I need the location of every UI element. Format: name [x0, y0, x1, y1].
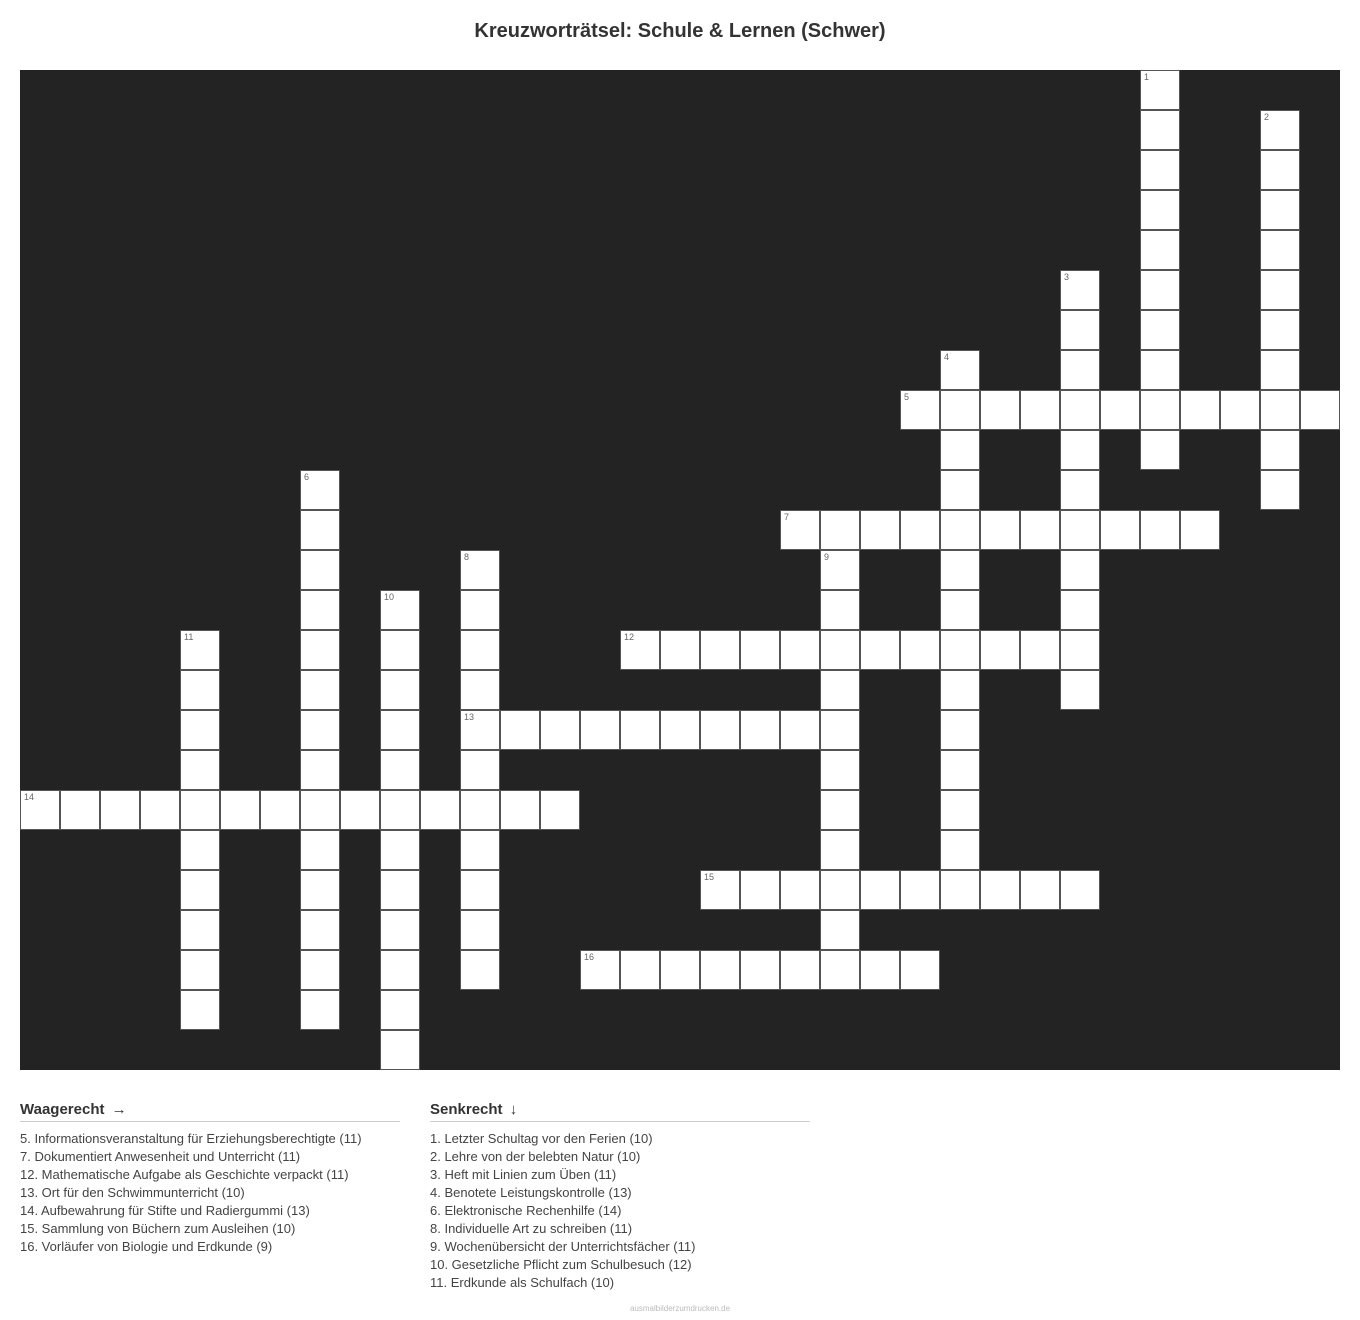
grid-cell[interactable]: [300, 950, 340, 990]
grid-cell[interactable]: [180, 950, 220, 990]
grid-cell[interactable]: [380, 950, 420, 990]
grid-cell[interactable]: [900, 630, 940, 670]
grid-cell[interactable]: [820, 670, 860, 710]
clue-number: 13: [464, 712, 475, 722]
grid-cell[interactable]: [1140, 390, 1180, 430]
grid-cell[interactable]: [660, 950, 700, 990]
grid-cell[interactable]: [460, 750, 500, 790]
grid-cell[interactable]: [1260, 350, 1300, 390]
grid-cell[interactable]: [1180, 510, 1220, 550]
clue-number: 7: [784, 512, 790, 522]
grid-cell[interactable]: [820, 910, 860, 950]
page-title: Kreuzworträtsel: Schule & Lernen (Schwer): [474, 20, 886, 42]
grid-cell[interactable]: [300, 710, 340, 750]
grid-cell[interactable]: [1060, 510, 1100, 550]
grid-cell[interactable]: [1060, 350, 1100, 390]
grid-cell[interactable]: [1140, 190, 1180, 230]
grid-cell[interactable]: [1060, 630, 1100, 670]
grid-cell[interactable]: [1100, 510, 1140, 550]
grid-cell[interactable]: [460, 710, 500, 750]
grid-cell[interactable]: [460, 830, 500, 870]
grid-cell[interactable]: [820, 750, 860, 790]
grid-cell[interactable]: [740, 870, 780, 910]
grid-cell[interactable]: [700, 870, 740, 910]
grid-cell[interactable]: [900, 390, 940, 430]
across-clue: 12. Mathematische Aufgabe als Geschichte verpackt (11): [20, 1167, 349, 1182]
grid-cell[interactable]: [460, 950, 500, 990]
grid-cell[interactable]: [180, 630, 220, 670]
grid-cell[interactable]: [380, 790, 420, 830]
grid-cell[interactable]: [620, 950, 660, 990]
grid-cell[interactable]: [380, 830, 420, 870]
down-clue: 3. Heft mit Linien zum Üben (11): [430, 1167, 617, 1182]
footer-credit: ausmalbilderzumdrucken.de: [629, 1304, 731, 1313]
grid-cell[interactable]: [180, 670, 220, 710]
down-clue: 2. Lehre von der belebten Natur (10): [430, 1149, 641, 1164]
across-heading-label: Waagerecht: [20, 1101, 105, 1118]
grid-cell[interactable]: [300, 750, 340, 790]
clue-number: 10: [384, 592, 395, 602]
grid-cell[interactable]: [500, 790, 540, 830]
grid-cell[interactable]: [380, 670, 420, 710]
grid-cell[interactable]: [300, 910, 340, 950]
grid-cell[interactable]: [940, 550, 980, 590]
grid-cell[interactable]: [1060, 470, 1100, 510]
grid-cell[interactable]: [820, 790, 860, 830]
down-clue: 6. Elektronische Rechenhilfe (14): [430, 1203, 622, 1218]
grid-cell[interactable]: [1140, 270, 1180, 310]
grid-cell[interactable]: [620, 710, 660, 750]
clue-number: 5: [904, 392, 910, 402]
grid-cell[interactable]: [300, 670, 340, 710]
grid-cell[interactable]: [460, 870, 500, 910]
grid-cell[interactable]: [340, 790, 380, 830]
grid-cell[interactable]: [780, 870, 820, 910]
grid-cell[interactable]: [180, 870, 220, 910]
grid-cell[interactable]: [1060, 670, 1100, 710]
grid-cell[interactable]: [300, 590, 340, 630]
grid-cell[interactable]: [1260, 390, 1300, 430]
grid-cell[interactable]: [980, 870, 1020, 910]
grid-cell[interactable]: [180, 790, 220, 830]
down-heading: [430, 1101, 810, 1122]
grid-cell[interactable]: [740, 630, 780, 670]
grid-cell[interactable]: [820, 870, 860, 910]
grid-cell[interactable]: [380, 870, 420, 910]
down-heading-label: Senkrecht: [430, 1101, 503, 1118]
grid-cell[interactable]: [820, 550, 860, 590]
grid-cell[interactable]: [940, 350, 980, 390]
grid-cell[interactable]: [1260, 190, 1300, 230]
across-clue: 7. Dokumentiert Anwesenheit und Unterricht (11): [20, 1149, 301, 1164]
down-clue-list: [430, 1130, 810, 1292]
grid-cell[interactable]: [740, 950, 780, 990]
grid-cell[interactable]: [380, 1030, 420, 1070]
grid-cell[interactable]: [780, 630, 820, 670]
grid-cell[interactable]: [860, 630, 900, 670]
grid-cell[interactable]: [1140, 70, 1180, 110]
grid-cell[interactable]: [500, 710, 540, 750]
grid-cell[interactable]: [300, 990, 340, 1030]
grid-cell[interactable]: [580, 950, 620, 990]
crossword-grid: [20, 70, 1340, 1070]
grid-cell[interactable]: [1020, 510, 1060, 550]
grid-cell[interactable]: [380, 750, 420, 790]
grid-cell[interactable]: [1140, 150, 1180, 190]
down-clue: 9. Wochenübersicht der Unterrichtsfächer (11): [430, 1239, 696, 1254]
clue-number: 9: [824, 552, 830, 562]
grid-cell[interactable]: [940, 670, 980, 710]
grid-cell[interactable]: [180, 910, 220, 950]
grid-cell[interactable]: [860, 950, 900, 990]
clue-number: 16: [584, 952, 595, 962]
grid-cell[interactable]: [140, 790, 180, 830]
grid-cell[interactable]: [820, 510, 860, 550]
grid-cell[interactable]: [820, 710, 860, 750]
grid-cell[interactable]: [300, 870, 340, 910]
grid-cell[interactable]: [580, 710, 620, 750]
grid-cell[interactable]: [260, 790, 300, 830]
across-clues-section: [20, 1101, 400, 1256]
grid-cell[interactable]: [1220, 390, 1260, 430]
clue-number: 3: [1064, 272, 1070, 282]
grid-cell[interactable]: [1140, 110, 1180, 150]
grid-cell[interactable]: [940, 710, 980, 750]
grid-cell[interactable]: [820, 590, 860, 630]
clue-number: 8: [464, 552, 470, 562]
clue-number: 12: [624, 632, 635, 642]
grid-cell[interactable]: [380, 590, 420, 630]
grid-cell[interactable]: [1100, 390, 1140, 430]
grid-cell[interactable]: [740, 710, 780, 750]
across-clue-list: [20, 1130, 400, 1256]
down-clue: 8. Individuelle Art zu schreiben (11): [430, 1221, 633, 1236]
grid-cell[interactable]: [980, 390, 1020, 430]
grid-cell[interactable]: [1260, 430, 1300, 470]
grid-cell[interactable]: [700, 710, 740, 750]
grid-cell[interactable]: [300, 510, 340, 550]
down-clue: 1. Letzter Schultag vor den Ferien (10): [430, 1131, 653, 1146]
grid-cell[interactable]: [180, 830, 220, 870]
grid-cell[interactable]: [1260, 150, 1300, 190]
clue-number: 11: [184, 632, 194, 642]
grid-cell[interactable]: [220, 790, 260, 830]
grid-cell[interactable]: [1060, 590, 1100, 630]
grid-cell[interactable]: [940, 510, 980, 550]
grid-cell[interactable]: [1180, 390, 1220, 430]
grid-cell[interactable]: [300, 630, 340, 670]
across-clue: 14. Aufbewahrung für Stifte und Radiergummi (13): [20, 1203, 310, 1218]
grid-cell[interactable]: [820, 830, 860, 870]
grid-cell[interactable]: [660, 710, 700, 750]
grid-cell[interactable]: [940, 430, 980, 470]
grid-cell[interactable]: [60, 790, 100, 830]
grid-cell[interactable]: [460, 910, 500, 950]
grid-cell[interactable]: [1140, 350, 1180, 390]
grid-cell[interactable]: [1020, 390, 1060, 430]
grid-cell[interactable]: [180, 750, 220, 790]
grid-cell[interactable]: [940, 390, 980, 430]
grid-cell[interactable]: [780, 710, 820, 750]
grid-cell[interactable]: [180, 990, 220, 1030]
grid-cell[interactable]: [1060, 390, 1100, 430]
grid-cell[interactable]: [540, 790, 580, 830]
clue-number: 1: [1144, 72, 1150, 82]
grid-cell[interactable]: [940, 470, 980, 510]
grid-cell[interactable]: [300, 830, 340, 870]
grid-cell[interactable]: [1260, 110, 1300, 150]
grid-cell[interactable]: [940, 590, 980, 630]
grid-cell[interactable]: [1020, 630, 1060, 670]
grid-cell[interactable]: [900, 950, 940, 990]
grid-cell[interactable]: [1260, 310, 1300, 350]
grid-cell[interactable]: [1060, 430, 1100, 470]
clue-number: 2: [1264, 112, 1270, 122]
grid-cell[interactable]: [380, 910, 420, 950]
grid-cell[interactable]: [780, 510, 820, 550]
clue-number: 4: [944, 352, 950, 362]
grid-cell[interactable]: [1060, 870, 1100, 910]
clue-number: 15: [704, 872, 715, 882]
grid-cell[interactable]: [380, 710, 420, 750]
grid-cell[interactable]: [1140, 230, 1180, 270]
grid-cell[interactable]: [940, 830, 980, 870]
grid-cell[interactable]: [900, 510, 940, 550]
grid-cell[interactable]: [1260, 230, 1300, 270]
grid-cell[interactable]: [660, 630, 700, 670]
grid-cell[interactable]: [380, 630, 420, 670]
grid-cell[interactable]: [460, 630, 500, 670]
arrow-right-icon: →: [111, 1101, 127, 1118]
grid-cell[interactable]: [460, 590, 500, 630]
across-clue: 16. Vorläufer von Biologie und Erdkunde (9): [20, 1239, 273, 1254]
grid-cell[interactable]: [1300, 390, 1340, 430]
down-clues-section: [430, 1101, 810, 1292]
grid-cell[interactable]: [460, 670, 500, 710]
across-clue: 15. Sammlung von Büchern zum Ausleihen (10): [20, 1221, 296, 1236]
grid-cell[interactable]: [860, 510, 900, 550]
down-clue: 4. Benotete Leistungskontrolle (13): [430, 1185, 632, 1200]
grid-cell[interactable]: [700, 950, 740, 990]
grid-cell[interactable]: [420, 790, 460, 830]
grid-cell[interactable]: [1060, 550, 1100, 590]
grid-cell[interactable]: [300, 550, 340, 590]
grid-cell[interactable]: [1140, 430, 1180, 470]
grid-cell[interactable]: [460, 550, 500, 590]
grid-cell[interactable]: [460, 790, 500, 830]
grid-cell[interactable]: [820, 630, 860, 670]
arrow-down-icon: ↓: [509, 1101, 518, 1118]
grid-cell[interactable]: [100, 790, 140, 830]
clue-number: 14: [24, 792, 35, 802]
grid-cell[interactable]: [180, 710, 220, 750]
grid-cell[interactable]: [540, 710, 580, 750]
clue-number: 6: [304, 472, 310, 482]
grid-cell[interactable]: [1060, 270, 1100, 310]
grid-cell[interactable]: [700, 630, 740, 670]
grid-cell[interactable]: [1140, 510, 1180, 550]
down-clue: 11. Erdkunde als Schulfach (10): [430, 1275, 615, 1290]
down-clue: 10. Gesetzliche Pflicht zum Schulbesuch (12): [430, 1257, 692, 1272]
grid-cell[interactable]: [300, 470, 340, 510]
grid-cell[interactable]: [940, 630, 980, 670]
grid-cell[interactable]: [1140, 310, 1180, 350]
grid-cell[interactable]: [1260, 470, 1300, 510]
grid-cell[interactable]: [980, 510, 1020, 550]
grid-cell[interactable]: [1260, 270, 1300, 310]
grid-cell[interactable]: [1060, 310, 1100, 350]
grid-cell[interactable]: [900, 870, 940, 910]
grid-cell[interactable]: [300, 790, 340, 830]
grid-cell[interactable]: [940, 790, 980, 830]
across-heading: [20, 1101, 400, 1122]
grid-cell[interactable]: [980, 630, 1020, 670]
grid-cell[interactable]: [860, 870, 900, 910]
grid-cell[interactable]: [940, 750, 980, 790]
grid-cell[interactable]: [380, 990, 420, 1030]
grid-cell[interactable]: [20, 790, 60, 830]
grid-cell[interactable]: [780, 950, 820, 990]
grid-cell[interactable]: [620, 630, 660, 670]
across-clue: 13. Ort für den Schwimmunterricht (10): [20, 1185, 245, 1200]
across-clue: 5. Informationsveranstaltung für Erziehungsberechtigte (11): [20, 1131, 362, 1146]
grid-cell[interactable]: [940, 870, 980, 910]
grid-cell[interactable]: [1020, 870, 1060, 910]
grid-cell[interactable]: [820, 950, 860, 990]
